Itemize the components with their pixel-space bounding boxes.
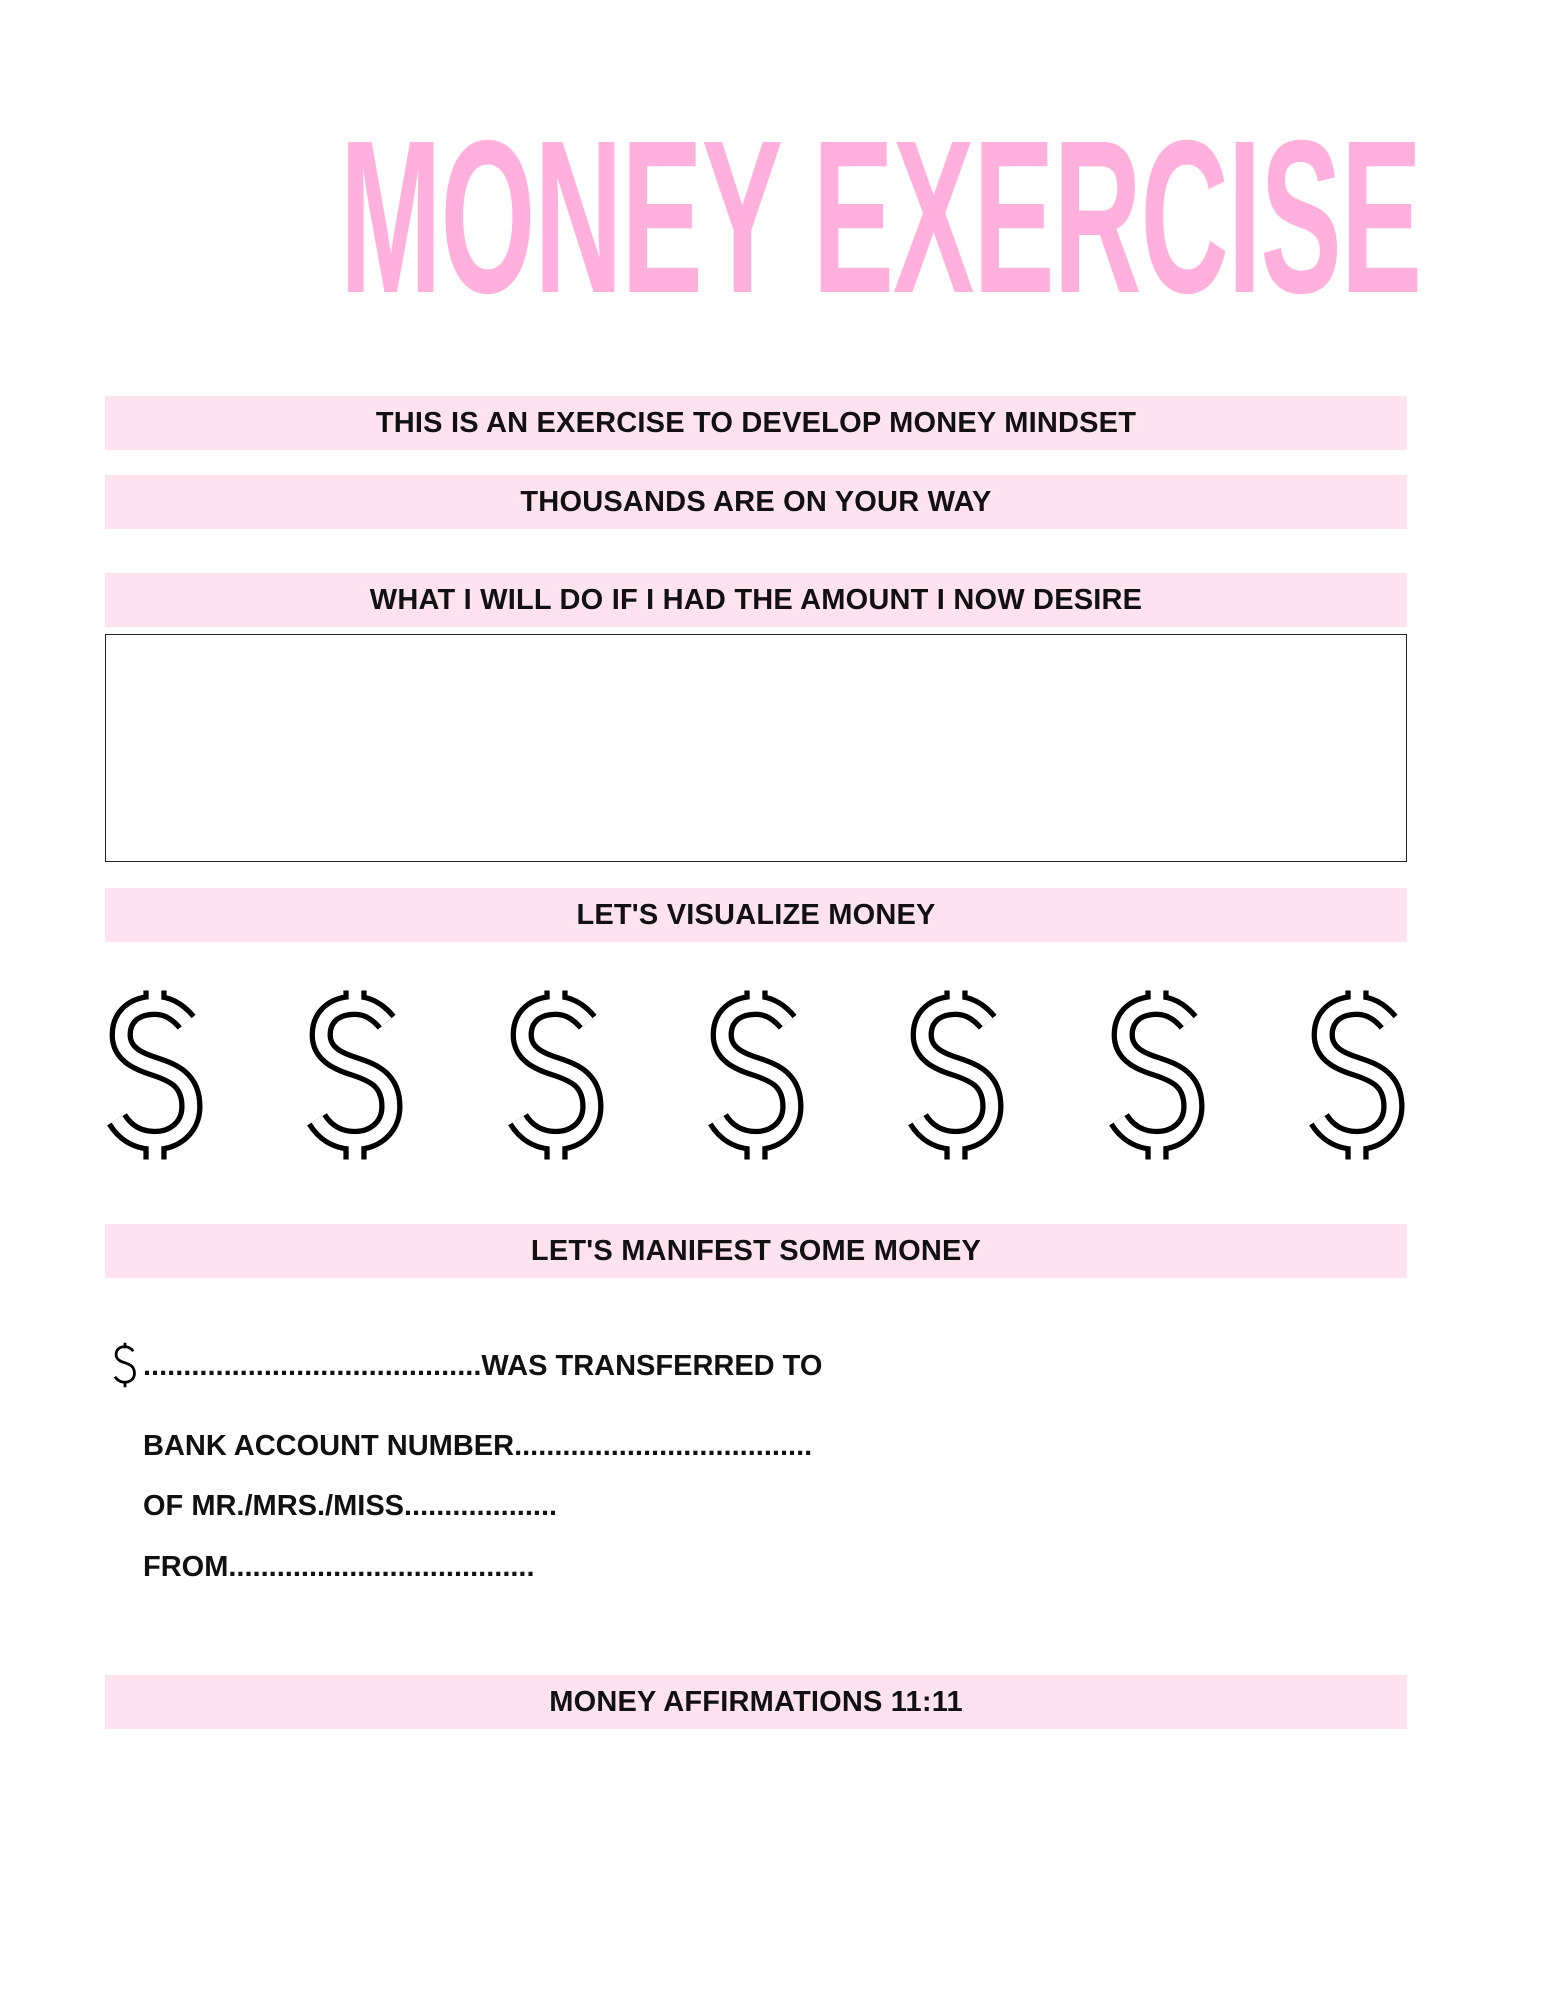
from-line: FROM...................................... xyxy=(143,1551,535,1583)
band-thousands: THOUSANDS ARE ON YOUR WAY xyxy=(105,475,1407,529)
band-affirmations: MONEY AFFIRMATIONS 11:11 xyxy=(105,1675,1407,1729)
dollar-icon xyxy=(1302,980,1412,1170)
transfer-line: ..........................................WAS TRANSFERRED TO xyxy=(143,1350,823,1382)
account-number-line: BANK ACCOUNT NUMBER..................................... xyxy=(143,1430,813,1462)
dollar-icon xyxy=(701,980,811,1170)
band-what-i-will-do: WHAT I WILL DO IF I HAD THE AMOUNT I NOW DESIRE xyxy=(105,573,1407,627)
dollar-icon xyxy=(501,980,611,1170)
dollar-icon xyxy=(100,980,210,1170)
band-manifest: LET'S MANIFEST SOME MONEY xyxy=(105,1224,1407,1278)
recipient-name-line: OF MR./MRS./MISS................... xyxy=(143,1490,558,1522)
band-visualize: LET'S VISUALIZE MONEY xyxy=(105,888,1407,942)
answer-text-box[interactable] xyxy=(105,634,1407,862)
dollar-icon xyxy=(300,980,410,1170)
small-dollar-icon xyxy=(110,1340,140,1390)
page-title: MONEY EXERCISE xyxy=(339,96,1421,339)
dollar-icon xyxy=(1102,980,1212,1170)
band-intro: THIS IS AN EXERCISE TO DEVELOP MONEY MINDSET xyxy=(105,396,1407,450)
dollar-icon xyxy=(901,980,1011,1170)
dollar-icon-row xyxy=(100,980,1412,1170)
